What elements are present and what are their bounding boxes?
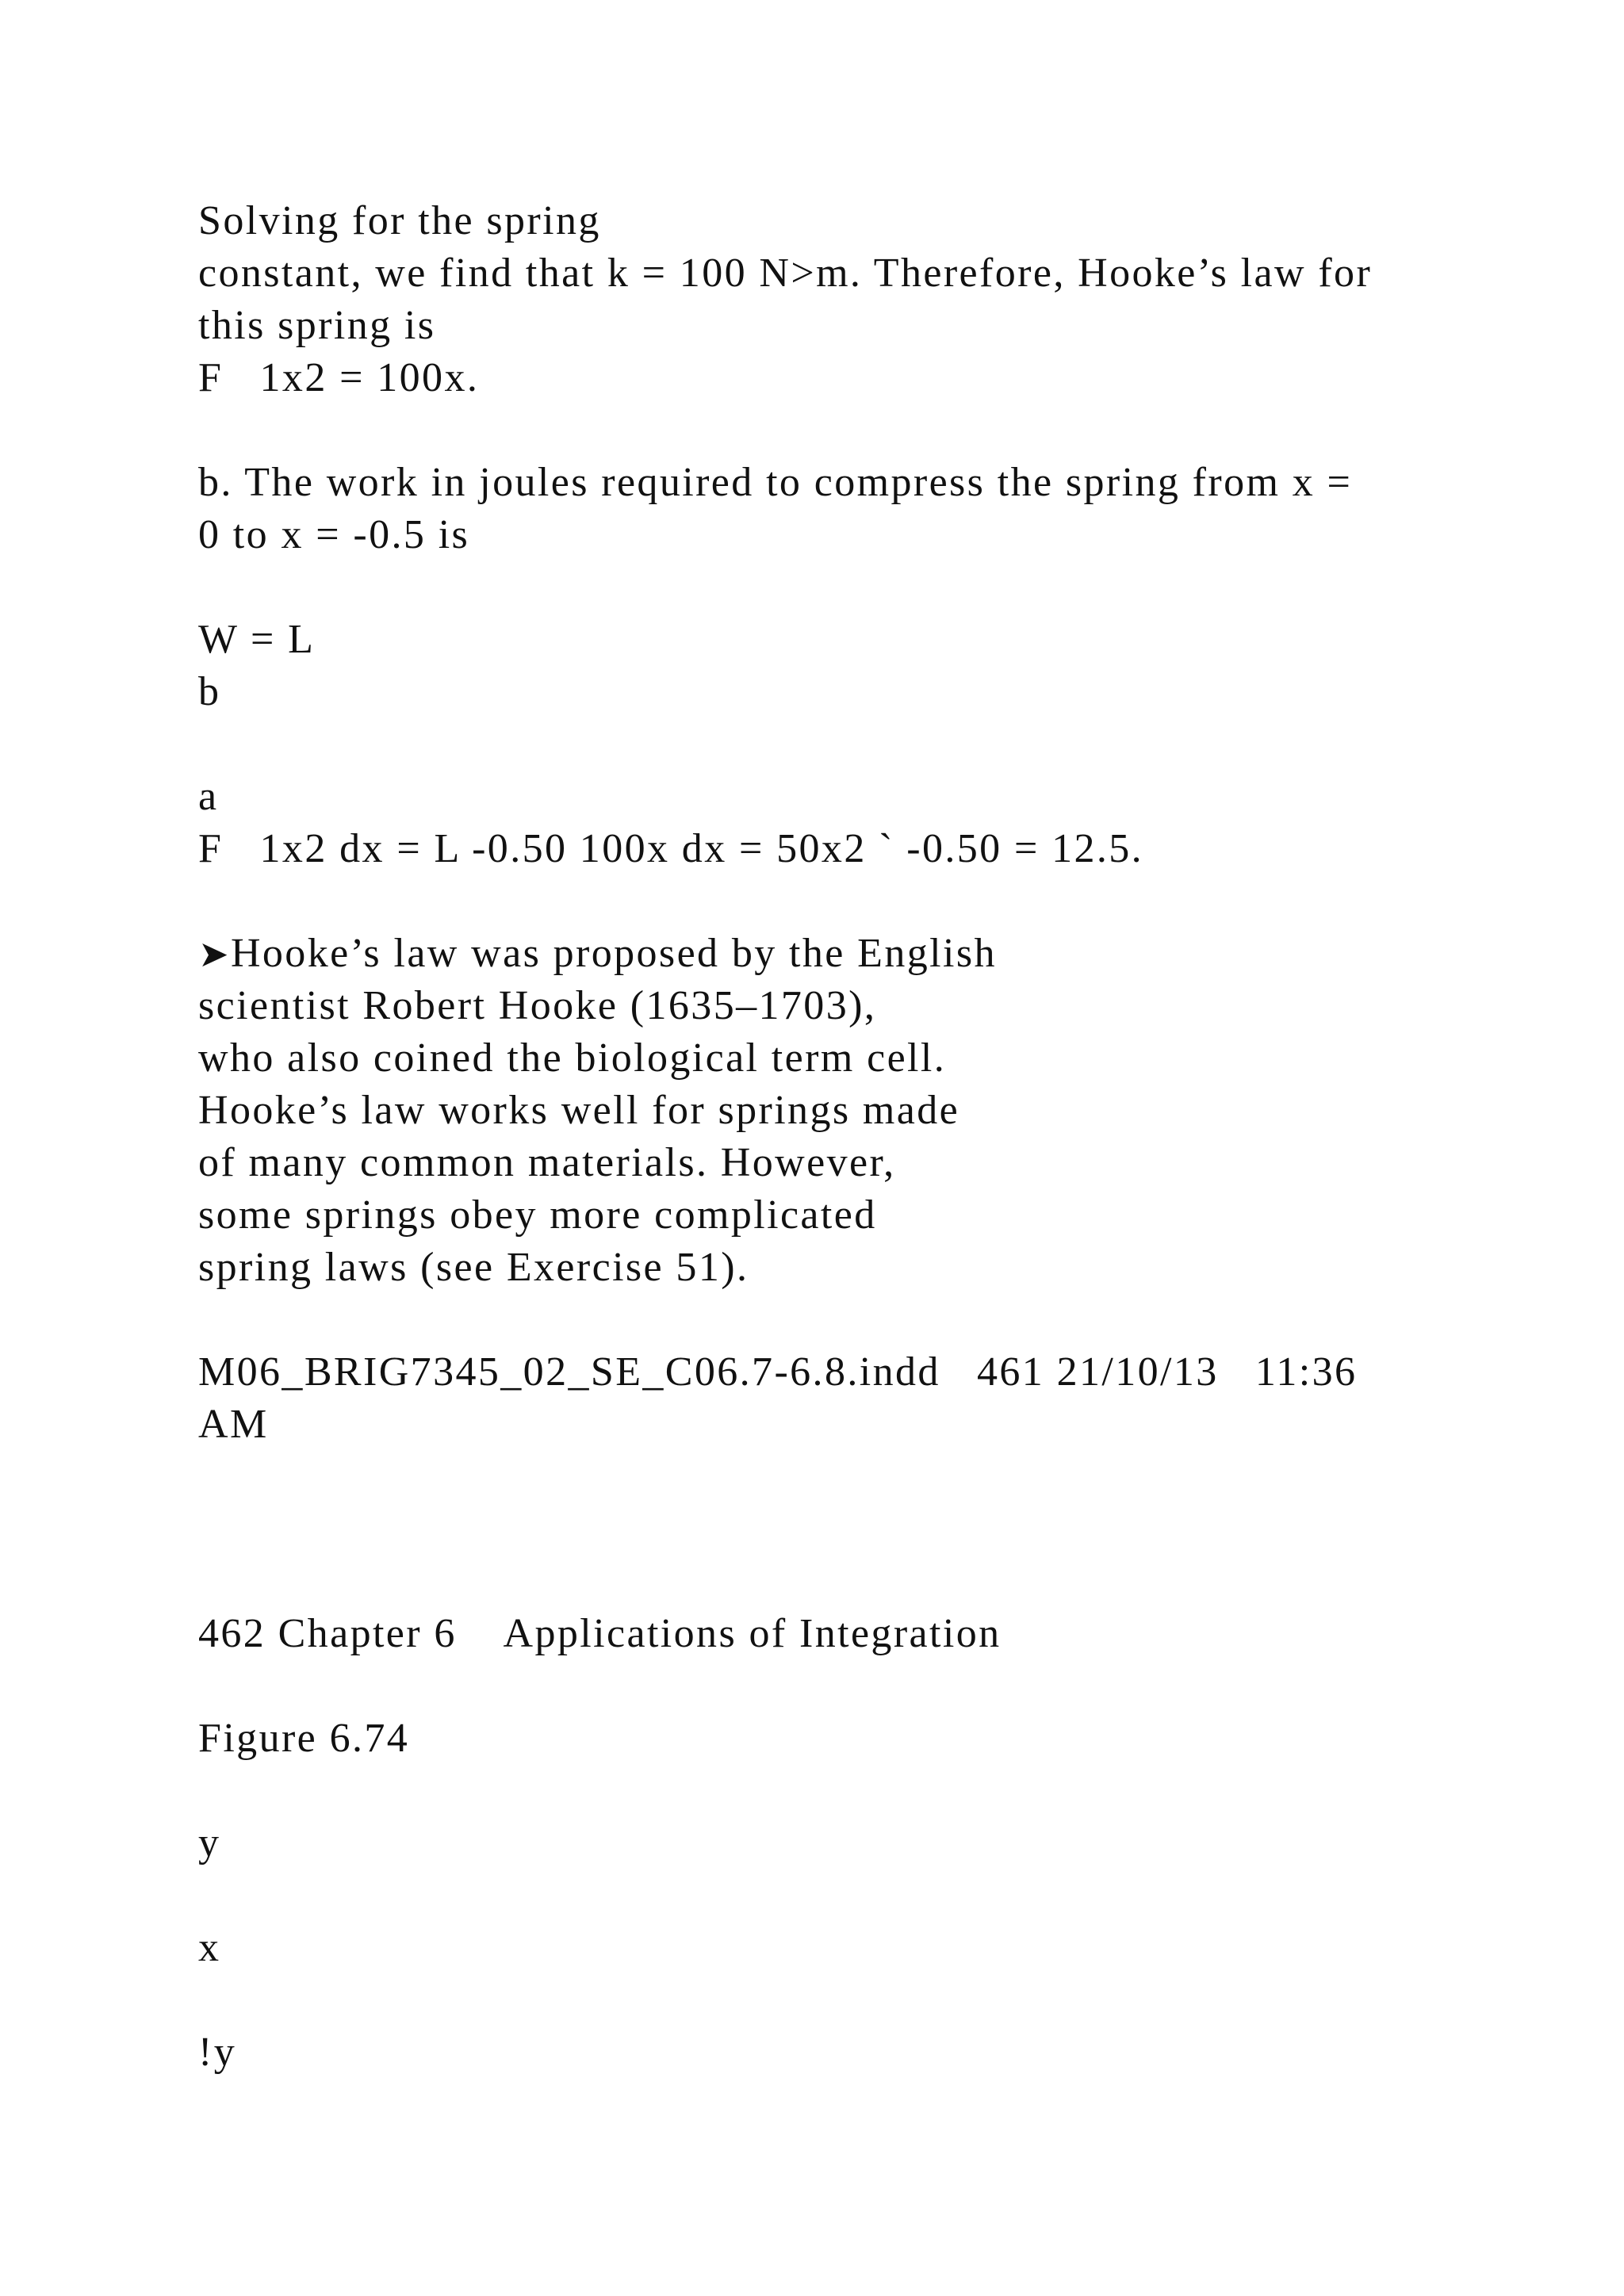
footer-line: M06_BRIG7345_02_SE_C06.7-6.8.indd 461 21/10/13 11:36 — [198, 1349, 1358, 1395]
equation-line: W = L — [198, 617, 316, 662]
note-line: spring laws (see Exercise 51). — [198, 1245, 749, 1290]
text-line: 0 to x = -0.5 is — [198, 512, 470, 557]
text-line: b. The work in joules required to compress the spring from x = — [198, 460, 1353, 505]
note-line: of many common materials. However, — [198, 1140, 896, 1185]
text-line: Solving for the spring — [198, 198, 601, 243]
equation-line: a — [198, 774, 219, 819]
equation-line: F 1x2 dx = L -0.50 100x dx = 50x2 ` -0.50 = 12.5. — [198, 826, 1144, 871]
note-line — [198, 928, 997, 980]
page-header: 462 Chapter 6 Applications of Integration — [198, 1611, 1002, 1656]
note-line: who also coined the biological term cell. — [198, 1035, 947, 1081]
equation-line: b — [198, 669, 221, 714]
footer-line: AM — [198, 1402, 269, 1447]
note-line: scientist Robert Hooke (1635–1703), — [198, 983, 877, 1028]
figure-label: y — [198, 1820, 221, 1866]
arrow-icon: ➤ — [198, 932, 231, 975]
text-line: this spring is — [198, 303, 436, 348]
note-line: some springs obey more complicated — [198, 1192, 877, 1238]
text-line: constant, we find that k = 100 N>m. Therefore, Hooke’s law for — [198, 251, 1373, 296]
figure-caption: Figure 6.74 — [198, 1716, 410, 1761]
figure-label: !y — [198, 2030, 237, 2075]
note-line: Hooke’s law works well for springs made — [198, 1088, 960, 1133]
note-text: Hooke’s law was proposed by the English — [230, 931, 997, 976]
figure-label: x — [198, 1925, 221, 1970]
equation-line: F 1x2 = 100x. — [198, 355, 480, 400]
